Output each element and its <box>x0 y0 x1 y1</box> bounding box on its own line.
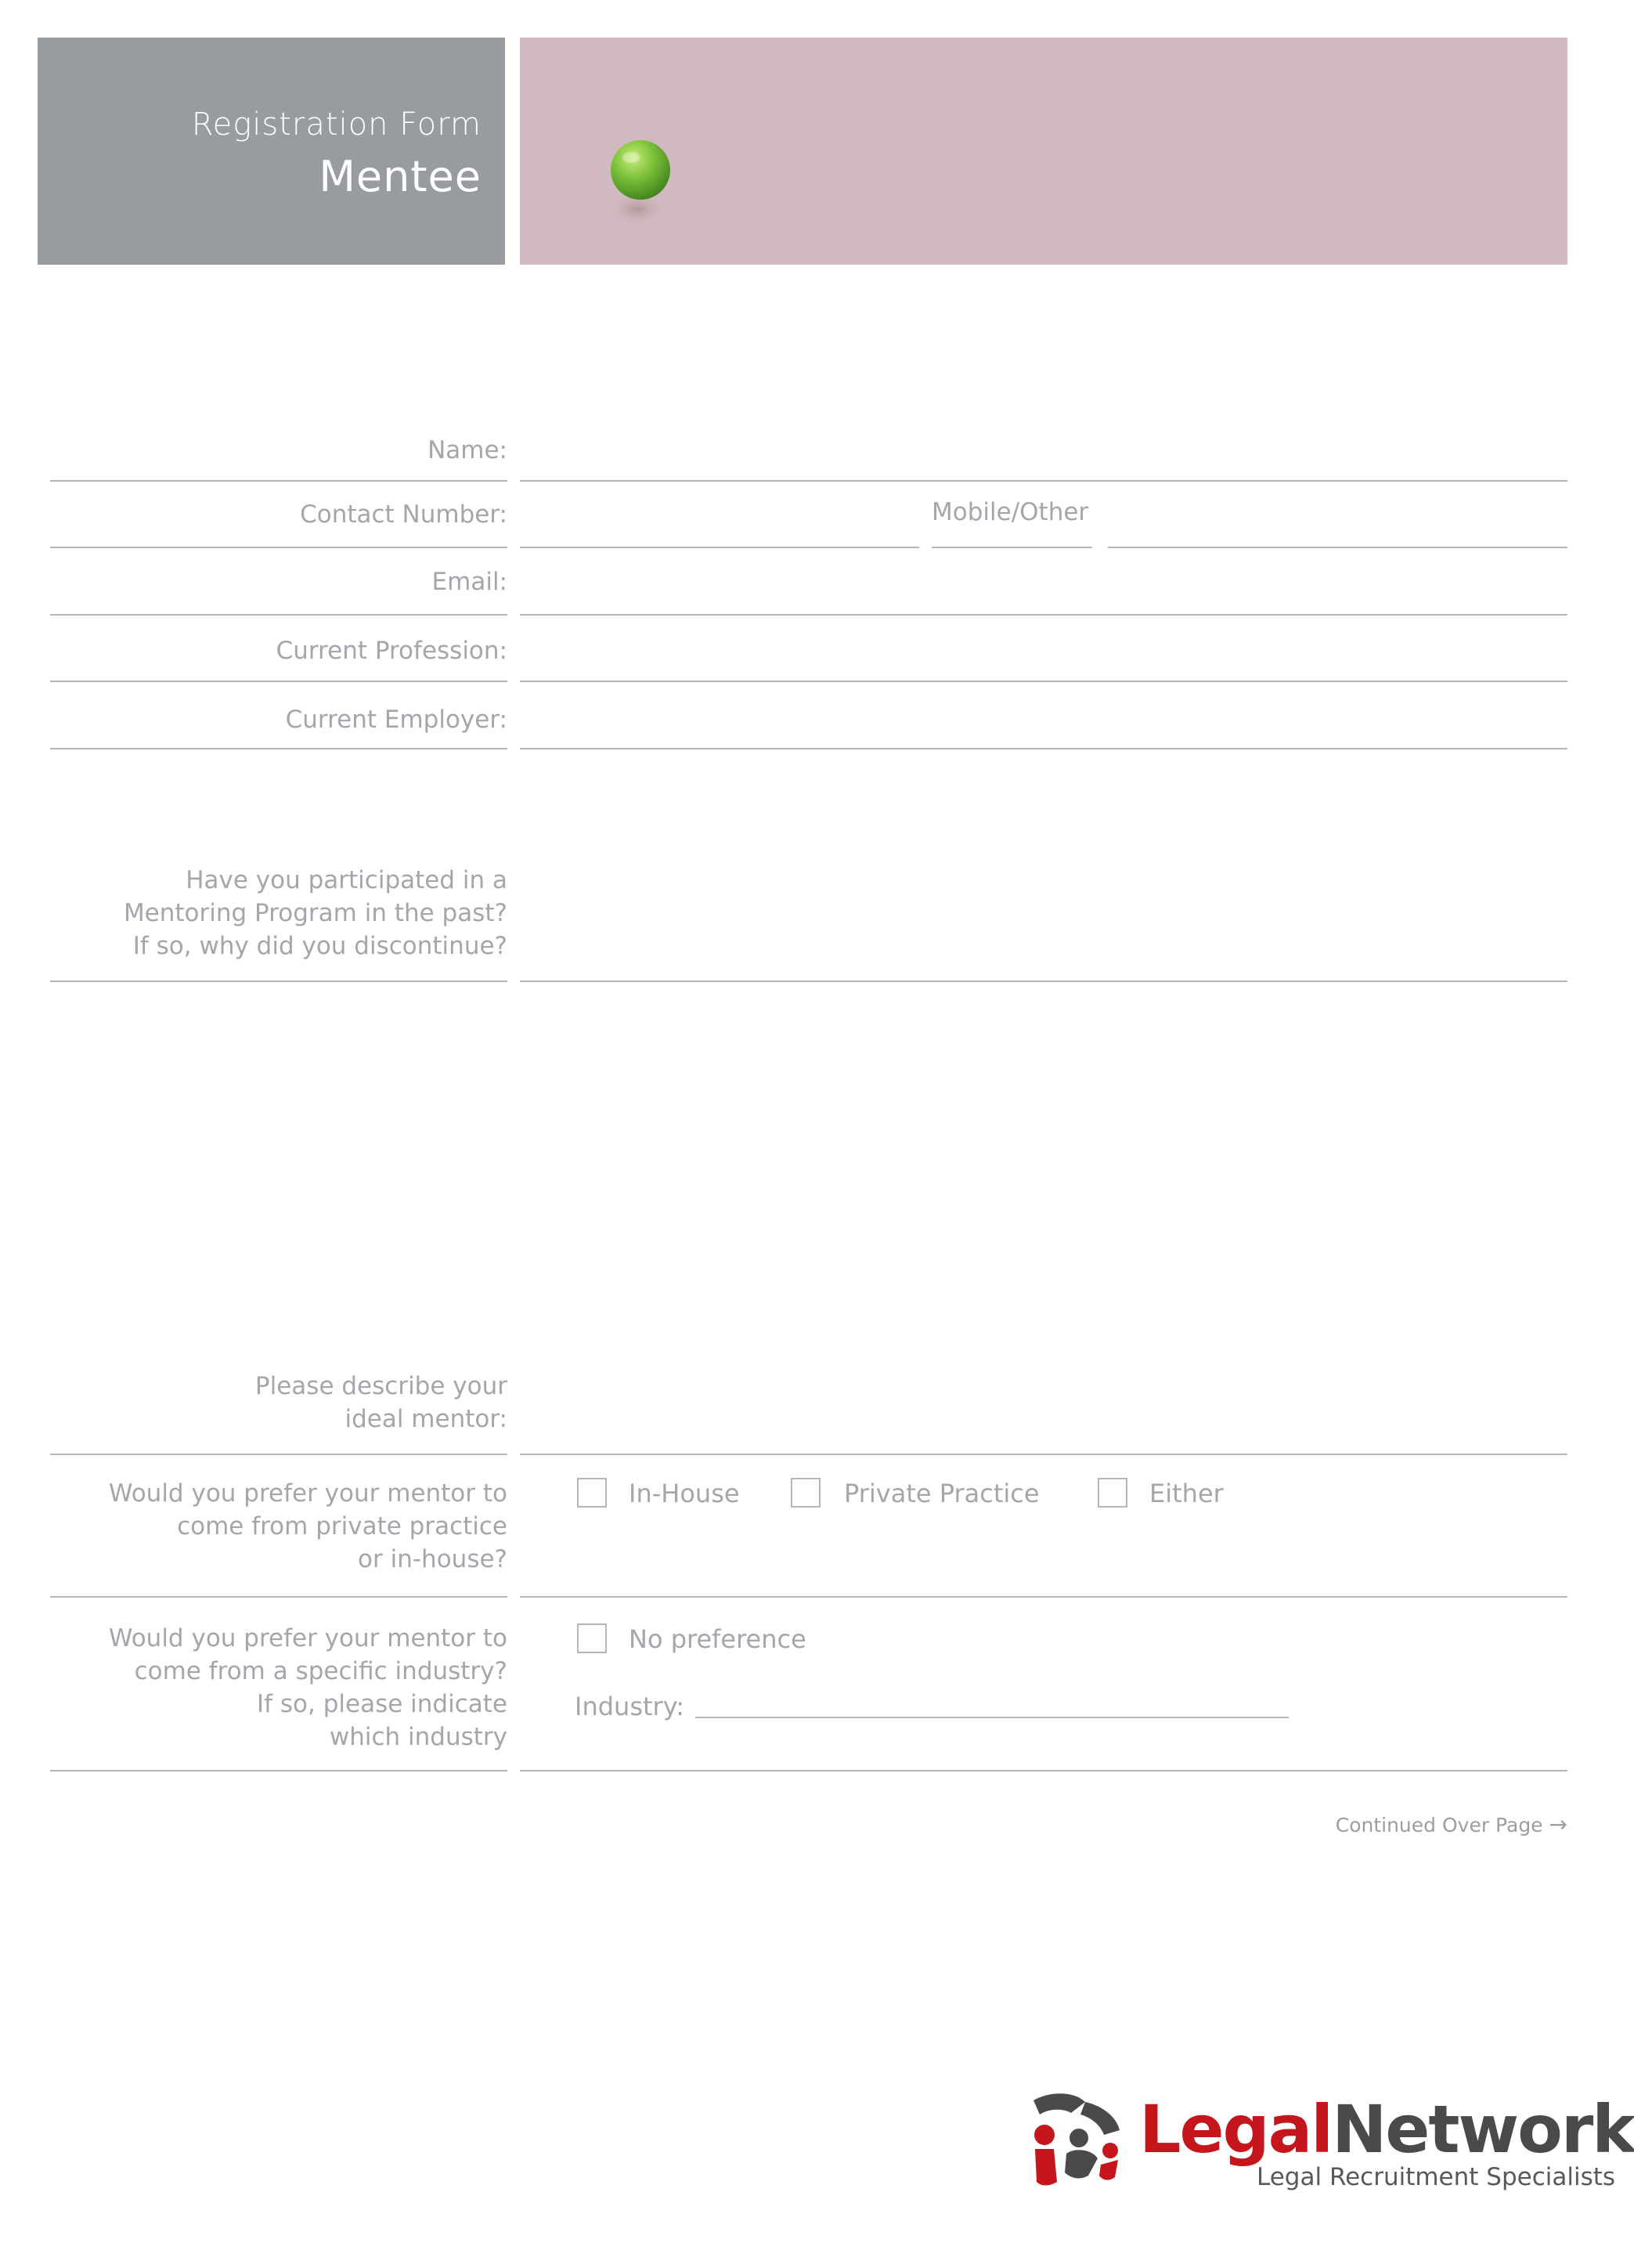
label-divider <box>50 681 507 682</box>
mobile-other-label-underline <box>932 547 1092 548</box>
current-profession-label: Current Profession: <box>276 637 507 665</box>
label-divider <box>50 981 507 982</box>
in-house-checkbox[interactable] <box>577 1478 607 1508</box>
logo-tagline: Legal Recruitment Specialists <box>1257 2163 1616 2191</box>
in-house-label: In-House <box>629 1479 740 1508</box>
past-program-question: Have you participated in a Mentoring Program in the past? If so, why did you discontinue? <box>123 866 507 960</box>
current-profession-field[interactable] <box>520 681 1567 682</box>
email-label: Email: <box>431 568 507 596</box>
form-subtitle: Registration Form <box>191 107 482 143</box>
label-divider <box>50 1596 507 1598</box>
industry-label: Industry: <box>575 1692 685 1721</box>
private-practice-checkbox[interactable] <box>791 1478 821 1508</box>
label-divider <box>50 1454 507 1455</box>
ideal-mentor-question: Please describe your ideal mentor: <box>254 1372 507 1433</box>
no-preference-label: No preference <box>629 1624 806 1654</box>
form-title: Mentee <box>319 152 482 201</box>
industry-field[interactable] <box>695 1717 1289 1718</box>
contact-number-label: Contact Number: <box>300 500 507 529</box>
arrow-right-icon: → <box>1549 1811 1567 1837</box>
industry-preference-question: Would you prefer your mentor to come from a specific industry? If so, please indicate which industry <box>108 1624 507 1751</box>
no-preference-checkbox[interactable] <box>577 1623 607 1653</box>
name-label: Name: <box>427 436 507 464</box>
continued-over-page: Continued Over Page → <box>1335 1811 1567 1837</box>
green-pea-image <box>603 137 677 231</box>
section-divider <box>520 1770 1567 1771</box>
mobile-other-label: Mobile/Other <box>932 498 1089 526</box>
email-field[interactable] <box>520 614 1567 616</box>
legal-network-logo-icon <box>1026 2089 1127 2190</box>
section-divider <box>520 1596 1567 1598</box>
current-employer-label: Current Employer: <box>285 706 507 734</box>
contact-number-field[interactable] <box>520 547 919 548</box>
mobile-other-field[interactable] <box>1108 547 1567 548</box>
label-divider <box>50 480 507 482</box>
logo-wordmark: LegalNetwork <box>1139 2091 1634 2168</box>
either-label: Either <box>1149 1479 1224 1508</box>
ideal-mentor-field[interactable] <box>520 1454 1567 1455</box>
past-program-field[interactable] <box>520 981 1567 982</box>
current-employer-field[interactable] <box>520 748 1567 749</box>
label-divider <box>50 748 507 749</box>
private-practice-label: Private Practice <box>844 1479 1040 1508</box>
label-divider <box>50 614 507 616</box>
label-divider <box>50 547 507 548</box>
name-field[interactable] <box>520 480 1567 482</box>
header-title-panel <box>38 38 505 265</box>
either-checkbox[interactable] <box>1098 1478 1127 1508</box>
practice-preference-question: Would you prefer your mentor to come from private practice or in-house? <box>108 1479 507 1573</box>
label-divider <box>50 1770 507 1771</box>
